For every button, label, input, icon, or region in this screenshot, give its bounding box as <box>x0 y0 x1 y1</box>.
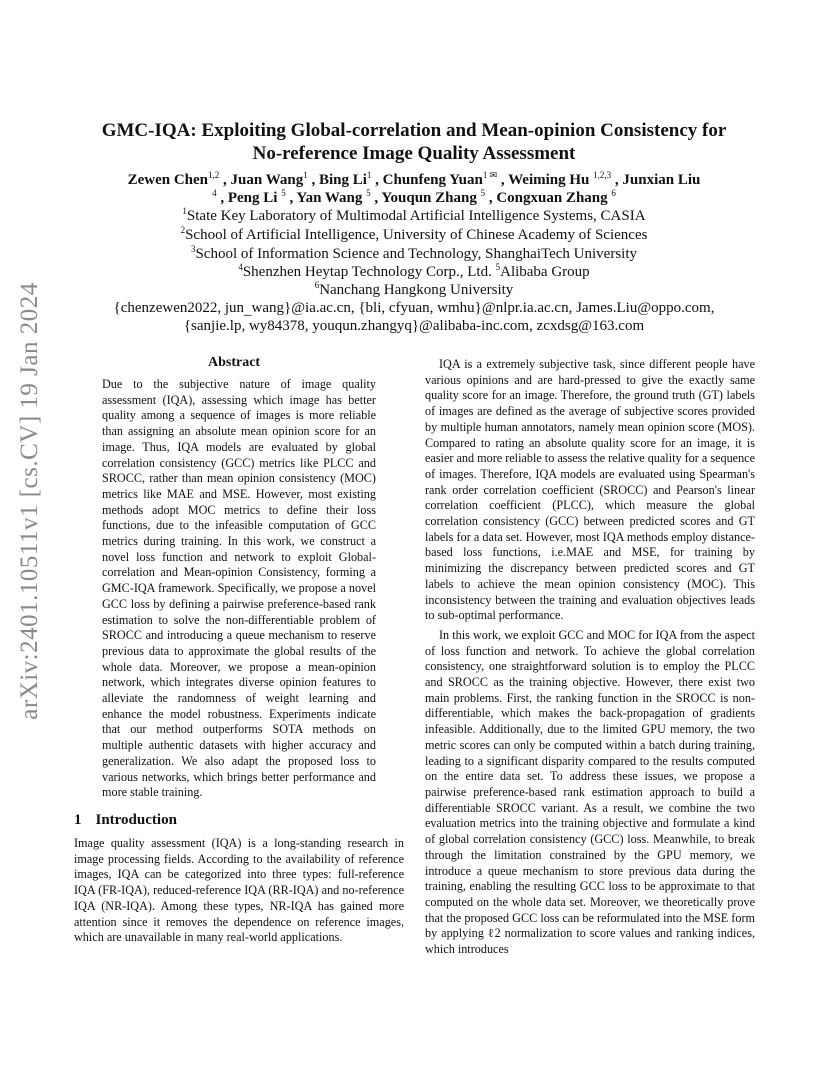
authors-line-2: $^4$ , Peng Li $^5$ , Yan Wang $^5$ , Youqun Zhang $^5$ , Congxuan Zhang $^6$ <box>212 188 616 206</box>
emails-line-1: {chenzewen2022, jun_wang}@ia.ac.cn, {bli, cfyuan, wmhu}@nlpr.ia.ac.cn, James.Liu@oppo.com, <box>113 300 715 318</box>
abstract-text: Due to the subjective nature of image quality assessment (IQA), assessing which image has better quality among a sequence of images is more reliable than assigning an absolute mean opinion score for an image. Thus, IQA models are evaluated by global correlation consistency (GCC) metrics like PLCC and SROCC, rather than mean opinion consistency (MOC) metrics like MAE and MSE. However, most existing methods adopt MOC metrics to define their loss functions, due to the infeasible computation of GCC metrics during training. In this work, we construct a novel loss function and network to exploit Global-correlation and Mean-opinion Consistency, forming a GMC-IQA framework. Specifically, we propose a novel GCC loss by defining a pairwise preference-based rank estimation to solve the non-differentiable problem of SROCC and introducing a queue mechanism to reserve previous data to approximate the global results of the whole data. Moreover, we propose a mean-opinion network, which integrates diverse opinion features to alleviate the randomness of weight learning and enhance the model robustness. Experiments indicate that our method outperforms SOTA methods on multiple authentic datasets with higher accuracy and generalization. We also adapt the proposed loss to various networks, which brings better performance and more stable training. <box>102 377 376 800</box>
paper-title-line-2: No-reference Image Quality Assessment <box>252 143 576 164</box>
paper-title-line-1: GMC-IQA: Exploiting Global-correlation and Mean-opinion Consistency for <box>101 120 727 141</box>
right-column <box>425 357 755 958</box>
arxiv-stamp: arXiv:2401.10511v1 [cs.CV] 19 Jan 2024 <box>16 282 43 720</box>
intro-body <box>74 836 404 946</box>
right-paragraph-2: In this work, we exploit GCC and MOC for IQA from the aspect of loss function and network. To achieve the global correlation consistency, one straightforward solution is to employ the PLCC and SROCC as the training objective. However, there exist two main problems. First, the ranking function in the SROCC is non-differentiable, which makes the back-propagation of gradients infeasible. Additionally, due to the limited GPU memory, the two metric scores can only be computed within a batch during training, leading to a significant disparity compared to the results computed on the entire data set. To address these issues, we propose a pairwise preference-based rank estimation approach to build a differentiable SROCC variant. As a result, we combine the two evaluation metrics into the training objective and formulate a kind of global correlation consistency (GCC) loss. Meanwhile, to break through the limitation constrained by the GPU memory, we introduce a queue mechanism to store previous data during the training, enabling the resulting GCC loss to be approximate to that computed on the whole data set. Moreover, we theoretically prove that the proposed GCC loss can be reformulated into the MSE form by applying ℓ2 normalization to score values and ranking indices, which introduces <box>425 627 755 957</box>
authors-line-1: Zewen Chen$^{1,2}$ , Juan Wang$^1$ , Bing Li$^1$ , Chunfeng Yuan$^{1 ✉}$ , Weiming Hu $^{1,2,3}$ , Junxian Liu <box>127 170 701 188</box>
intro-heading <box>74 812 191 829</box>
affiliation-6: $^6$Nanchang Hangkong University <box>314 280 514 298</box>
intro-text: Image quality assessment (IQA) is a long-standing research in image processing fields. According to the availability of reference images, IQA can be categorized into three types: full-reference IQA (FR-IQA), reduced-reference IQA (RR-IQA) and no-reference IQA (NR-IQA). Among these types, NR-IQA has gained more attention since it removes the dependence on reference images, which are unavailable in many real-world applications. <box>74 836 404 945</box>
affiliation-4-5: $^4$Shenzhen Heytap Technology Corp., Ltd. $^5$Alibaba Group <box>238 262 590 280</box>
abstract-body <box>102 377 376 801</box>
emails-line-2: {sanjie.lp, wy84378, youqun.zhangyq}@alibaba-inc.com, zcxdsg@163.com <box>183 318 645 334</box>
intro-number: 1 <box>74 812 82 828</box>
abstract-heading: Abstract <box>208 355 261 370</box>
affiliation-2: $^2$School of Artificial Intelligence, University of Chinese Academy of Sciences <box>180 225 648 243</box>
affiliation-3: $^3$School of Information Science and Technology, ShanghaiTech University <box>190 244 638 262</box>
intro-title: Introduction <box>95 812 177 828</box>
arxiv-stamp-container <box>15 282 45 720</box>
right-paragraph-1: IQA is a extremely subjective task, since different people have various opinions and are hard-pressed to give the exactly same quality score for an image. Therefore, the ground truth (GT) labels of images are defined as the average of subjective scores provided by multiple human annotators, namely mean opinion score (MOS). Compared to rating an absolute quality score for an image, it is easier and more reliable to assess the relative quality for a sequence of images. Therefore, IQA models are evaluated using Spearman's rank order correlation coefficient (SROCC) and Pearson's linear correlation coefficient (PLCC), which measure the global correlation consistency (GCC) between predicted scores and GT labels for a data set. However, most IQA methods employ distance-based loss functions, i.e.MAE and MSE, for training by minimizing the discrepancy between predicted scores and GT labels to achieve the mean opinion consistency (MOC). This inconsistency between the training and evaluation objectives leads to sub-optimal performance. <box>425 357 755 623</box>
affiliation-1: $^1$State Key Laboratory of Multimodal Artificial Intelligence Systems, CASIA <box>182 206 646 224</box>
